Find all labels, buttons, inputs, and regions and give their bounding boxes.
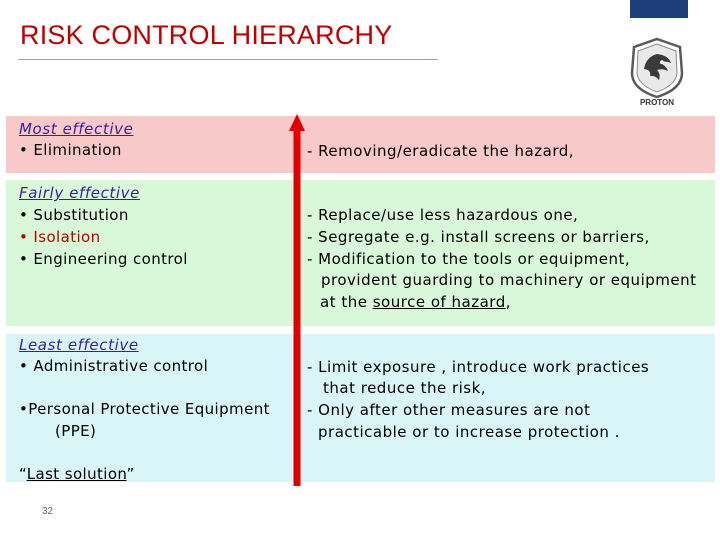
description-administrative: - Limit exposure , introduce work practices (307, 358, 650, 376)
control-item-isolation: • Isolation (19, 228, 101, 246)
description-administrative-cont: that reduce the risk, (323, 379, 487, 397)
control-item-ppe-abbr: (PPE) (55, 422, 97, 440)
control-item-ppe: •Personal Protective Equipment (19, 400, 270, 418)
proton-logo (624, 35, 690, 107)
control-item-substitution: • Substitution (19, 206, 129, 224)
fairly-effective-heading: Fairly effective (19, 184, 140, 202)
description-substitution: - Replace/use less hazardous one, (307, 206, 579, 224)
last-solution-text: Last solution (26, 465, 127, 483)
description-isolation: - Segregate e.g. install screens or barriers, (307, 228, 650, 246)
description-engineering: - Modification to the tools or equipment, (307, 250, 631, 268)
description-engineering-source (320, 293, 511, 311)
logo-brand-text: PROTON (639, 98, 675, 107)
most-effective-heading: Most effective (19, 120, 134, 138)
page-title: RISK CONTROL HIERARCHY (20, 20, 393, 50)
control-item-engineering: • Engineering control (19, 250, 188, 268)
description-elimination: - Removing/eradicate the hazard, (307, 142, 575, 160)
corner-tab (630, 0, 688, 18)
description-source-prefix: at the (320, 293, 373, 311)
quote-open: “ (19, 465, 27, 483)
control-item-administrative: • Administrative control (19, 357, 209, 375)
slide-number: 32 (42, 506, 54, 517)
control-item-elimination: • Elimination (19, 141, 122, 159)
least-effective-heading: Least effective (19, 336, 139, 354)
title-divider (18, 59, 438, 60)
quote-close: ” (126, 465, 135, 483)
effectiveness-arrow-icon (289, 114, 305, 486)
description-source-suffix: , (505, 293, 512, 311)
description-engineering-cont: provident guarding to machinery or equipment (321, 271, 697, 289)
source-of-hazard-text: source of hazard (372, 293, 506, 311)
description-ppe-cont: practicable or to increase protection . (318, 423, 620, 441)
description-ppe: - Only after other measures are not (307, 401, 591, 419)
last-solution-note (19, 465, 135, 483)
